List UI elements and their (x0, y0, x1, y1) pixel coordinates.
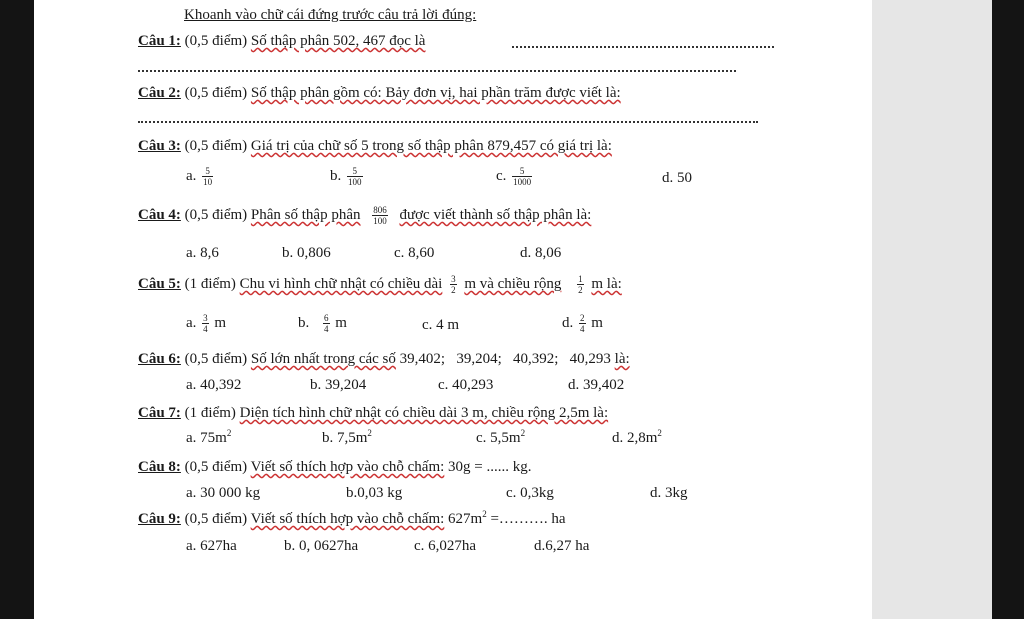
question-text: Số lớn nhất trong các số (250, 351, 396, 367)
answer-dotted-line (138, 121, 758, 123)
question-text: được viết thành số thập phân là: (399, 206, 592, 223)
expression: $627m^2$ =………. ha (448, 509, 566, 527)
number-list: 39,402; 39,204; 40,392; 40,293 (399, 351, 611, 367)
option-d[interactable]: d. 3kg (650, 485, 688, 501)
option-letter: b. (330, 167, 342, 184)
question-label: Câu 8: (138, 459, 181, 475)
option-a[interactable]: a. 30 000 kg (186, 485, 261, 501)
option-d[interactable]: d. 8,06 (520, 245, 562, 261)
question-text: là: (614, 351, 630, 367)
option-b[interactable]: b. 0,806 (282, 245, 331, 261)
option-b[interactable]: b. 39,204 (310, 377, 367, 393)
answer-dotted-line (512, 46, 774, 48)
option-c[interactable]: c. 40,293 (438, 377, 494, 393)
unit: m (335, 314, 347, 331)
question-label: Câu 6: (138, 351, 181, 367)
fraction: $\frac{806}{100}$ (373, 205, 387, 226)
option-c[interactable] (496, 166, 534, 187)
question-text: m và chiều rộng (464, 275, 562, 292)
option-c[interactable]: c. 6,027ha (414, 538, 477, 554)
option-d[interactable]: d. $2,8m^2$ (612, 428, 662, 446)
question-points: (1 điểm) (184, 275, 236, 292)
question-6 (138, 350, 630, 368)
question-7 (138, 404, 608, 422)
option-d[interactable]: d. 50 (662, 170, 692, 186)
question-label: Câu 9: (138, 511, 181, 527)
option-a[interactable]: a. $75m^2$ (186, 428, 232, 446)
option-c[interactable]: c. 0,3kg (506, 485, 554, 501)
option-b[interactable]: b. $7,5m^2$ (322, 428, 372, 446)
question-points: (0,5 điểm) (184, 459, 248, 475)
question-8 (138, 458, 532, 476)
question-label: Câu 4: (138, 206, 181, 223)
question-points: (0,5 điểm) (184, 85, 248, 101)
question-text: Viết số thích hợp vào chỗ chấm: (250, 511, 445, 527)
option-a[interactable]: a. 40,392 (186, 377, 242, 393)
option-a[interactable]: a. 8,6 (186, 245, 219, 261)
question-points: (0,5 điểm) (184, 351, 248, 367)
option-d[interactable] (562, 313, 603, 334)
question-2 (138, 84, 621, 102)
option-c[interactable]: c. $5,5m^2$ (476, 428, 526, 446)
question-text: Viết số thích hợp vào chỗ chấm: (250, 459, 445, 475)
question-text: m là: (591, 275, 622, 292)
question-text: Phân số thập phân (250, 206, 361, 223)
fraction: $\frac{2}{4}$ (580, 313, 585, 334)
question-points: (0,5 điểm) (184, 511, 248, 527)
question-points: (0,5 điểm) (184, 138, 248, 154)
unit: m (214, 314, 227, 331)
option-a[interactable]: a. 627ha (186, 538, 237, 554)
option-a[interactable] (186, 313, 226, 334)
question-9 (138, 510, 566, 528)
option-letter: c. (496, 167, 507, 184)
question-label: Câu 7: (138, 405, 181, 421)
instruction-title: Khoanh vào chữ cái đứng trước câu trả lời đúng: (184, 7, 477, 23)
question-text: Số thập phân gồm có: Bảy đơn vị, hai phần trăm được viết là: (250, 85, 621, 101)
fraction: $\frac{5}{1000}$ (513, 166, 532, 187)
question-text: Số thập phân 502, 467 đọc là (250, 33, 426, 49)
question-label: Câu 2: (138, 85, 181, 101)
question-points: (0,5 điểm) (184, 206, 248, 223)
right-bezel (992, 0, 1024, 619)
question-label: Câu 1: (138, 33, 181, 49)
question-text: Chu vi hình chữ nhật có chiều dài (239, 275, 443, 292)
option-b[interactable]: b.0,03 kg (346, 485, 403, 501)
option-d[interactable]: d. 39,402 (568, 377, 625, 393)
question-points: (1 điểm) (184, 405, 236, 421)
fraction: $\frac{3}{2}$ (451, 274, 456, 295)
fraction: $\frac{6}{4}$ (324, 313, 329, 334)
option-c[interactable]: c. 4 m (422, 317, 460, 333)
question-text: Diện tích hình chữ nhật có chiều dài 3 m, chiều rộng 2,5m là: (239, 405, 609, 421)
question-text: Giá trị của chữ số 5 trong số thập phân 879,457 có giá trị là: (250, 138, 612, 154)
question-4 (138, 205, 591, 226)
question-label: Câu 3: (138, 138, 181, 154)
question-3 (138, 137, 612, 155)
answer-dotted-line (138, 70, 736, 72)
question-5 (138, 274, 622, 295)
unit: m (591, 314, 603, 331)
question-points: (0,5 điểm) (184, 33, 248, 49)
option-b[interactable] (330, 166, 365, 187)
document-margin (872, 0, 992, 619)
question-1 (138, 32, 425, 50)
option-letter: a. (186, 314, 197, 331)
option-d[interactable]: d.6,27 ha (534, 538, 590, 554)
option-a[interactable] (186, 166, 215, 187)
document-page (34, 0, 872, 619)
option-b[interactable] (298, 313, 347, 334)
fraction: $\frac{1}{2}$ (578, 274, 583, 295)
fraction: $\frac{5}{100}$ (348, 166, 362, 187)
fraction: $\frac{3}{4}$ (203, 313, 208, 334)
question-label: Câu 5: (138, 275, 181, 292)
option-letter: b. (298, 314, 310, 331)
fraction: $\frac{5}{10}$ (203, 166, 213, 187)
option-letter: a. (186, 167, 197, 184)
option-letter: d. (562, 314, 574, 331)
option-c[interactable]: c. 8,60 (394, 245, 435, 261)
option-b[interactable]: b. 0, 0627ha (284, 538, 359, 554)
expression: 30g = ...... kg. (448, 459, 532, 475)
left-bezel (0, 0, 34, 619)
